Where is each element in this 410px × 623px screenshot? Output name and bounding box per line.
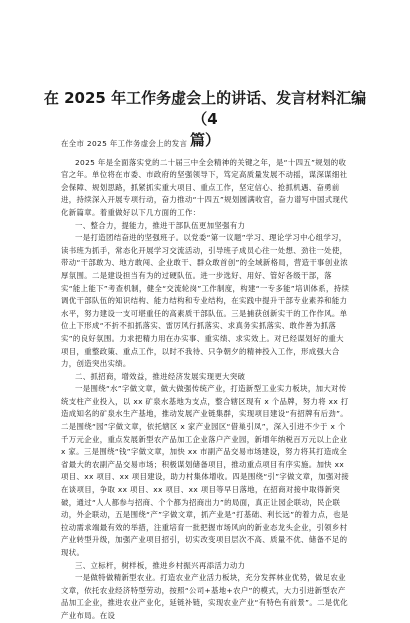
- section-heading-1: 一、整合力，提能力，推进干部队伍更加坚强有力: [75, 220, 246, 230]
- document-subtitle: 在全市 2025 年工作务虚会上的发言: [61, 139, 188, 148]
- title-line-2: 篇）: [189, 131, 220, 149]
- paragraph-intro: 2025 年是全面落实党的二十届三中全会精神的关键之年，是“十四五”规划的收官之年。单位将在市委、市政府的坚强领导下，笃定高质量发展不动摇，谋深谋细社会保障、规划思路，抓紧抓实重大项目、重点工作，坚定信心、抢抓机遇、奋勇前进，持续深入开展专项行动，奋力推动“十四五”规划圆满收官，奋力谱写中国式现代化新篇章。着重做好以下几方面的工作：: [61, 157, 349, 217]
- title-line-1: 在 2025 年工作务虚会上的讲话、发言材料汇编（4: [43, 89, 367, 128]
- document-body: [61, 138, 350, 623]
- paragraph-section-3: 一是做特做精新型农业。打造农业产业活力板块，充分发挥林业优势，做足农业文章，依托农业经济特型劳动，按照“公司+基地+农户”的模式，大力引进新型农产品加工企业，推进农业产业化，延链补链，实现农业产业“有特色有前景”。二是优化产业布局。在设: [61, 573, 349, 620]
- paragraph-section-2: 一是围绕“水”字做文章，做大做强传统产业，打造新型工业实力板块，加大对传统支柱产业投入，以 xx 矿泉水基地为支点，整合辖区现有 x 个品牌，努力将 xx 打造成知名的矿泉水生产基地，推动发展产业链集群，实现项目建设“有招牌有后劲”。二是围绕“园”字做文章，依托辖区 x 家产业园区“借巢引凤”，深入引进不少于 x 个千万元企业，重点发展新型农产品加工企业落户产业园，新增年纳税百万元以上企业 x 家。三是围绕“钱”字做文章，加快 xx 市副产品交易市场建设，努力将其打造成全省最大的农副产品交易市场；积极谋划储备项目，推动重点项目有序实施。加快 xx 项目、xx 项目、xx 项目建设，助力村集体增收。四是围绕“引”字做文章，加强对接在谈项目，争取 xx 项目、xx 项目、xx 项目等早日落地，在招商对接中取得新突破，通过“人人都参与招商、个个都为招商出力”的局面，真正让园企联动，民企联动，外企联动，五是围绕“产”字做文章，抓产业是“打基础、利长远”的着力点，也是拉动需求端最有效的举措，注重培育一批把握市场风向的新业态龙头企业，引领乡村产业转型升级，加强产业项目招引，切实改变项目层次不高、质量不优、储备不足的现状。: [61, 384, 350, 557]
- paragraph-section-1: 一是打造团结奋进的坚强班子。以党委“第一议题”学习、理论学习中心组学习，读书班为抓手，常态化开展学习交流活动，引导班子成员心往一处想、劲往一处使，带动“干部敢为、地方敢闯、企业敢干、群众敢首创”的全域新格局，营造干事创业浓厚氛围。二是建设担当有为的过硬队伍。进一步选好、用好、管好各级干部，落实“能上能下”考查机制，健全“交流轮岗”工作制度，构建“一专多能”培训体系，持续调优干部队伍的知识结构、能力结构和专业结构，在实践中提升干部专业素养和能力水平，努力建设一支可堪重任的高素质干部队伍。三是捕获创新实干的工作作风。单位上下形成“不折不扣抓落实、雷厉风行抓落实、求真务实抓落实、敢作善为抓落实”的良好氛围。力求把精力用在办实事、重实绩、求实效上。对已经谋划好的重大项目，重整政策、重点工作，以时不我待、只争朝夕的精神投入工作，形成强大合力，创造突出实绩。: [61, 233, 350, 369]
- section-heading-3: 三、立标杆，树样板，推进乡村振兴再添活力动力: [75, 560, 246, 570]
- section-heading-2: 二、抓招商，增效益，推进经济发展实现更大突破: [75, 371, 246, 381]
